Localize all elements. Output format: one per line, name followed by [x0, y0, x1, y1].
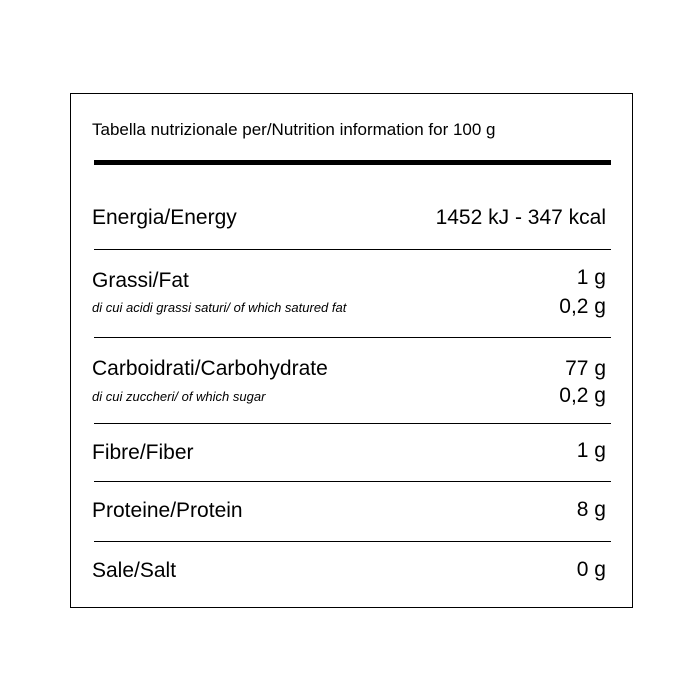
- carbohydrate-label: Carboidrati/Carbohydrate: [92, 357, 328, 380]
- sugar-value: 0,2 g: [559, 384, 606, 407]
- saturated-fat-label: di cui acidi grassi saturi/ of which satured fat: [92, 300, 347, 315]
- sugar-label: di cui zuccheri/ of which sugar: [92, 389, 266, 404]
- title-divider: [94, 160, 611, 165]
- fat-label: Grassi/Fat: [92, 269, 189, 292]
- carbohydrate-value: 77 g: [565, 357, 606, 380]
- fiber-label: Fibre/Fiber: [92, 441, 194, 464]
- row-divider: [94, 423, 611, 424]
- salt-label: Sale/Salt: [92, 559, 177, 582]
- energy-label: Energia/Energy: [92, 206, 237, 229]
- table-title: Tabella nutrizionale per/Nutrition information for 100 g: [92, 120, 496, 139]
- protein-value: 8 g: [576, 498, 606, 521]
- fat-value: 1 g: [576, 266, 606, 289]
- saturated-fat-value: 0,2 g: [559, 295, 606, 318]
- fiber-value: 1 g: [576, 439, 606, 462]
- salt-value: 0 g: [576, 558, 606, 581]
- row-divider: [94, 481, 611, 482]
- row-divider: [94, 541, 611, 542]
- protein-label: Proteine/Protein: [92, 499, 243, 522]
- energy-value: 1452 kJ - 347 kcal: [435, 206, 606, 229]
- nutrition-table: [70, 93, 633, 608]
- row-divider: [94, 337, 611, 338]
- row-divider: [94, 249, 611, 250]
